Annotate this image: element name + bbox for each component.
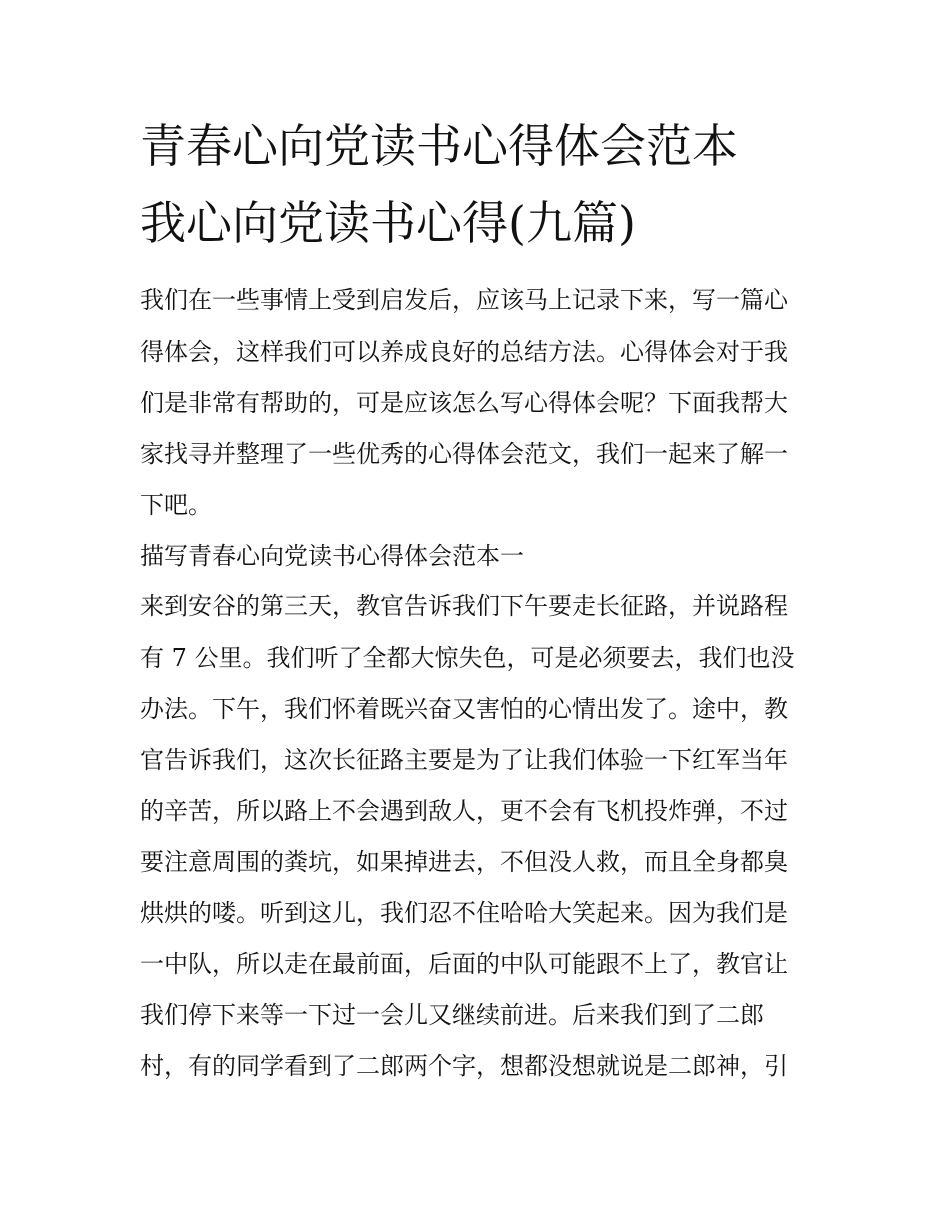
intro-line: 我们在一些事情上受到启发后，应该马上记录下来，写一篇心 (140, 286, 788, 314)
body-line: 一中队，所以走在最前面，后面的中队可能跟不上了，教官让 (140, 950, 788, 978)
body-line: 办法。下午，我们怀着既兴奋又害怕的心情出发了。途中，教 (140, 695, 788, 723)
body-line: 我们停下来等一下过一会儿又继续前进。后来我们到了二郎 (140, 1001, 764, 1029)
body-line: 要注意周围的粪坑，如果掉进去，不但没人救，而且全身都臭 (140, 848, 788, 876)
body-line: 官告诉我们，这次长征路主要是为了让我们体验一下红军当年 (140, 746, 788, 774)
intro-line: 们是非常有帮助的，可是应该怎么写心得体会呢？下面我帮大 (140, 389, 788, 417)
body-line: 村，有的同学看到了二郎两个字，想都没想就说是二郎神，引 (140, 1052, 788, 1080)
document-title-line-1: 青春心向党读书心得体会范本 (140, 119, 738, 173)
section-heading: 描写青春心向党读书心得体会范本一 (140, 542, 524, 570)
body-line: 烘烘的喽。听到这儿，我们忍不住哈哈大笑起来。因为我们是 (140, 899, 788, 927)
document-title-line-2: 我心向党读书心得(九篇) (140, 196, 636, 250)
body-line: 的辛苦，所以路上不会遇到敌人，更不会有飞机投炸弹，不过 (140, 797, 788, 825)
intro-line: 下吧。 (140, 491, 212, 519)
intro-line: 得体会，这样我们可以养成良好的总结方法。心得体会对于我 (140, 338, 788, 366)
body-line: 来到安谷的第三天，教官告诉我们下午要走长征路，并说路程 (140, 592, 788, 620)
body-line: 有 7 公里。我们听了全都大惊失色，可是必须要去，我们也没 (140, 644, 795, 672)
intro-line: 家找寻并整理了一些优秀的心得体会范文，我们一起来了解一 (140, 440, 788, 468)
